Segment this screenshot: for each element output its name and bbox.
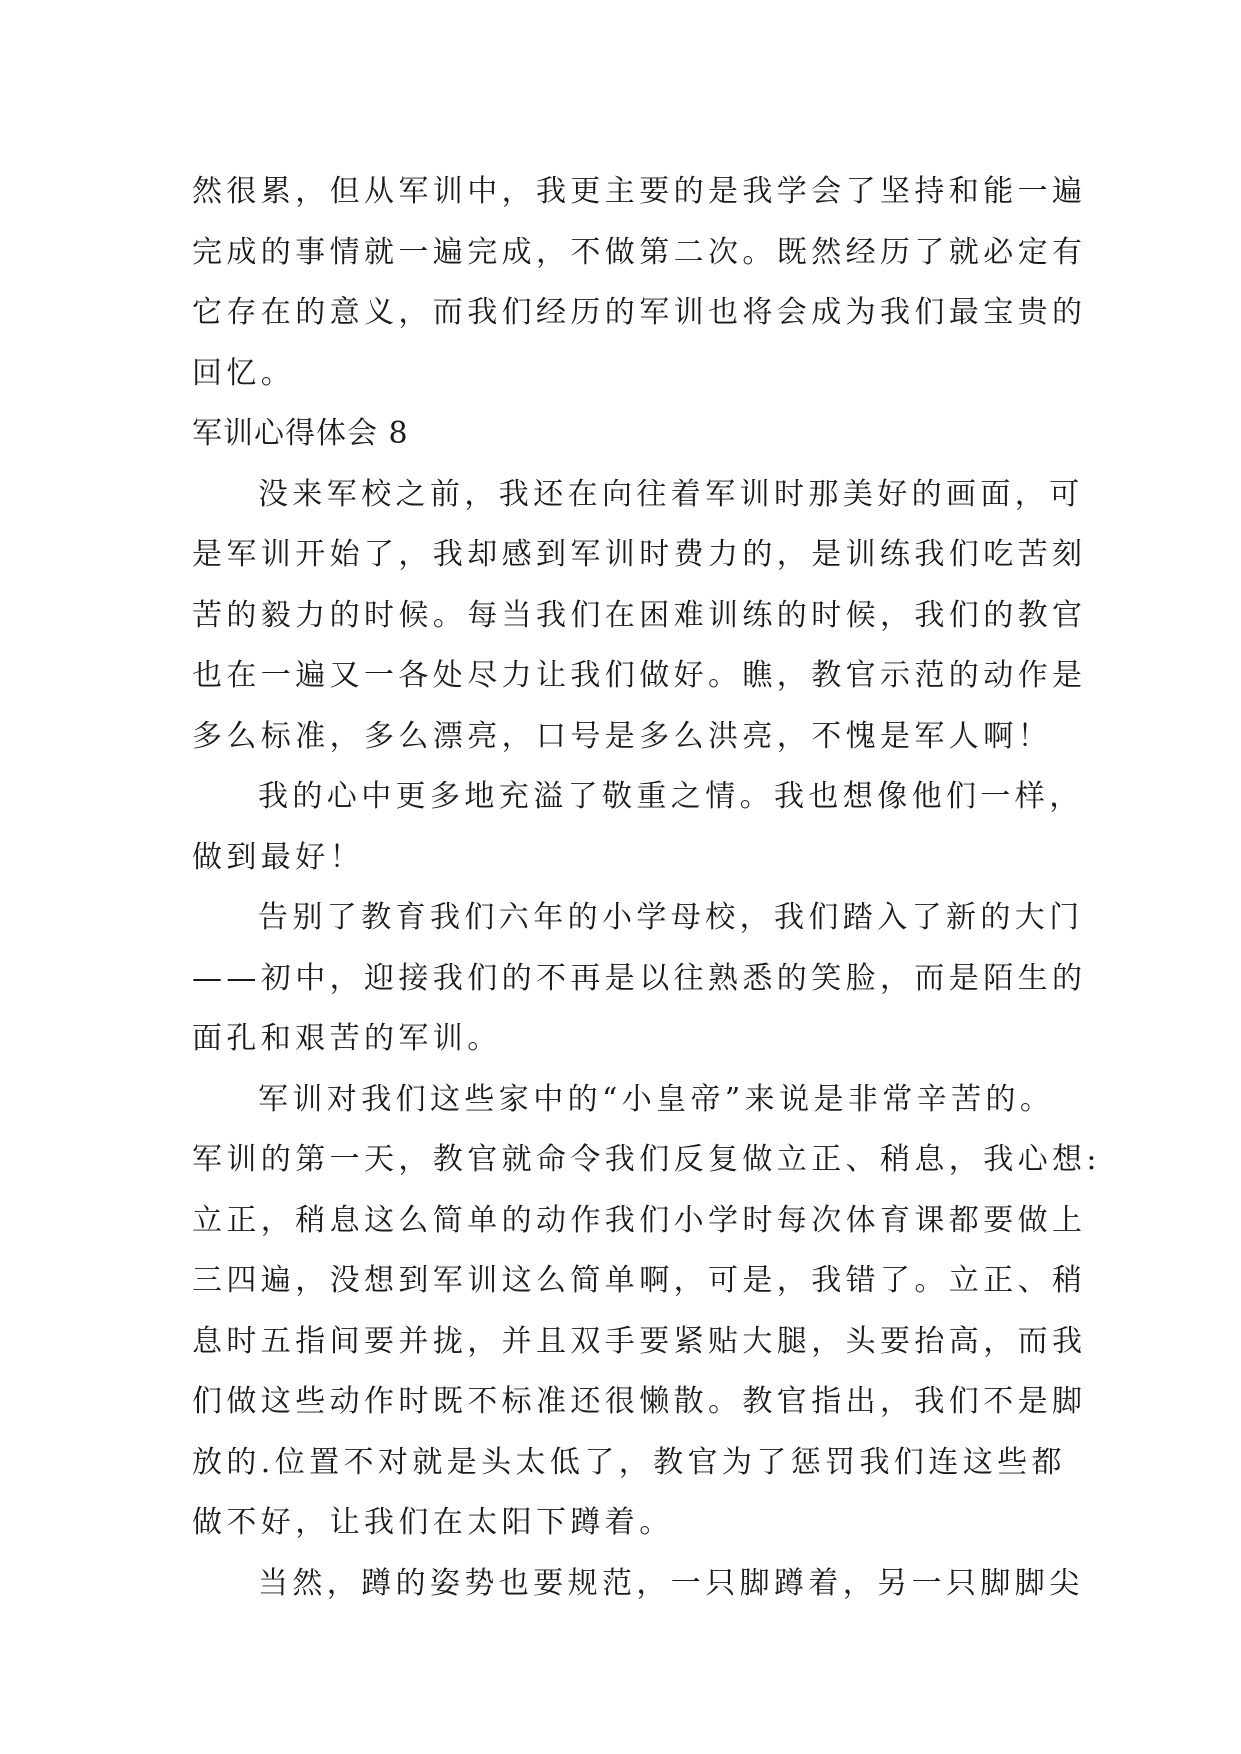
text-line: 做不好，让我们在太阳下蹲着。 bbox=[192, 1505, 674, 1540]
text-line: 告别了教育我们六年的小学母校，我们踏入了新的大门 bbox=[258, 900, 1084, 935]
text-line: 没来军校之前，我还在向往着军训时那美好的画面，可 bbox=[258, 476, 1084, 512]
text-line: 我的心中更多地充溢了敬重之情。我也想像他们一样， bbox=[258, 779, 1084, 814]
text-line: 也在一遍又一各处尽力让我们做好。瞧，教官示范的动作是 bbox=[192, 658, 1087, 693]
text-line: 多么标准，多么漂亮，口号是多么洪亮，不愧是军人啊！ bbox=[192, 718, 1052, 754]
text-line: 军训对我们这些家中的“小皇帝”来说是非常辛苦的。 bbox=[258, 1081, 1055, 1117]
text-line: 是军训开始了，我却感到军训时费力的，是训练我们吃苦刻 bbox=[192, 537, 1087, 572]
text-line: 们做这些动作时既不标准还很懒散。教官指出，我们不是脚 bbox=[192, 1384, 1087, 1419]
text-line: 当然，蹲的姿势也要规范，一只脚蹲着，另一只脚脚尖 bbox=[258, 1565, 1084, 1601]
text-line: 完成的事情就一遍完成，不做第二次。既然经历了就必定有 bbox=[192, 234, 1087, 270]
text-line: 做到最好！ bbox=[192, 839, 364, 875]
text-line: 回忆。 bbox=[192, 355, 296, 391]
text-line: 放的.位置不对就是头太低了，教官为了惩罚我们连这些都 bbox=[192, 1444, 1066, 1480]
text-line: 它存在的意义，而我们经历的军训也将会成为我们最宝贵的 bbox=[192, 295, 1087, 330]
section-heading: 军训心得体会 8 bbox=[192, 416, 409, 451]
text-line: 军训的第一天，教官就命令我们反复做立正、稍息，我心想: bbox=[192, 1142, 1101, 1177]
text-line: 面孔和艰苦的军训。 bbox=[192, 1021, 502, 1056]
text-line: 然很累，但从军训中，我更主要的是我学会了坚持和能一遍 bbox=[192, 174, 1087, 209]
text-line: 苦的毅力的时候。每当我们在困难训练的时候，我们的教官 bbox=[192, 597, 1087, 633]
text-line: ——初中，迎接我们的不再是以往熟悉的笑脸，而是陌生的 bbox=[192, 960, 1087, 996]
text-line: 立正，稍息这么简单的动作我们小学时每次体育课都要做上 bbox=[192, 1202, 1087, 1238]
text-line: 息时五指间要并拢，并且双手要紧贴大腿，头要抬高，而我 bbox=[192, 1323, 1087, 1359]
document-body bbox=[192, 162, 1101, 1614]
text-line: 三四遍，没想到军训这么简单啊，可是，我错了。立正、稍 bbox=[192, 1263, 1087, 1298]
